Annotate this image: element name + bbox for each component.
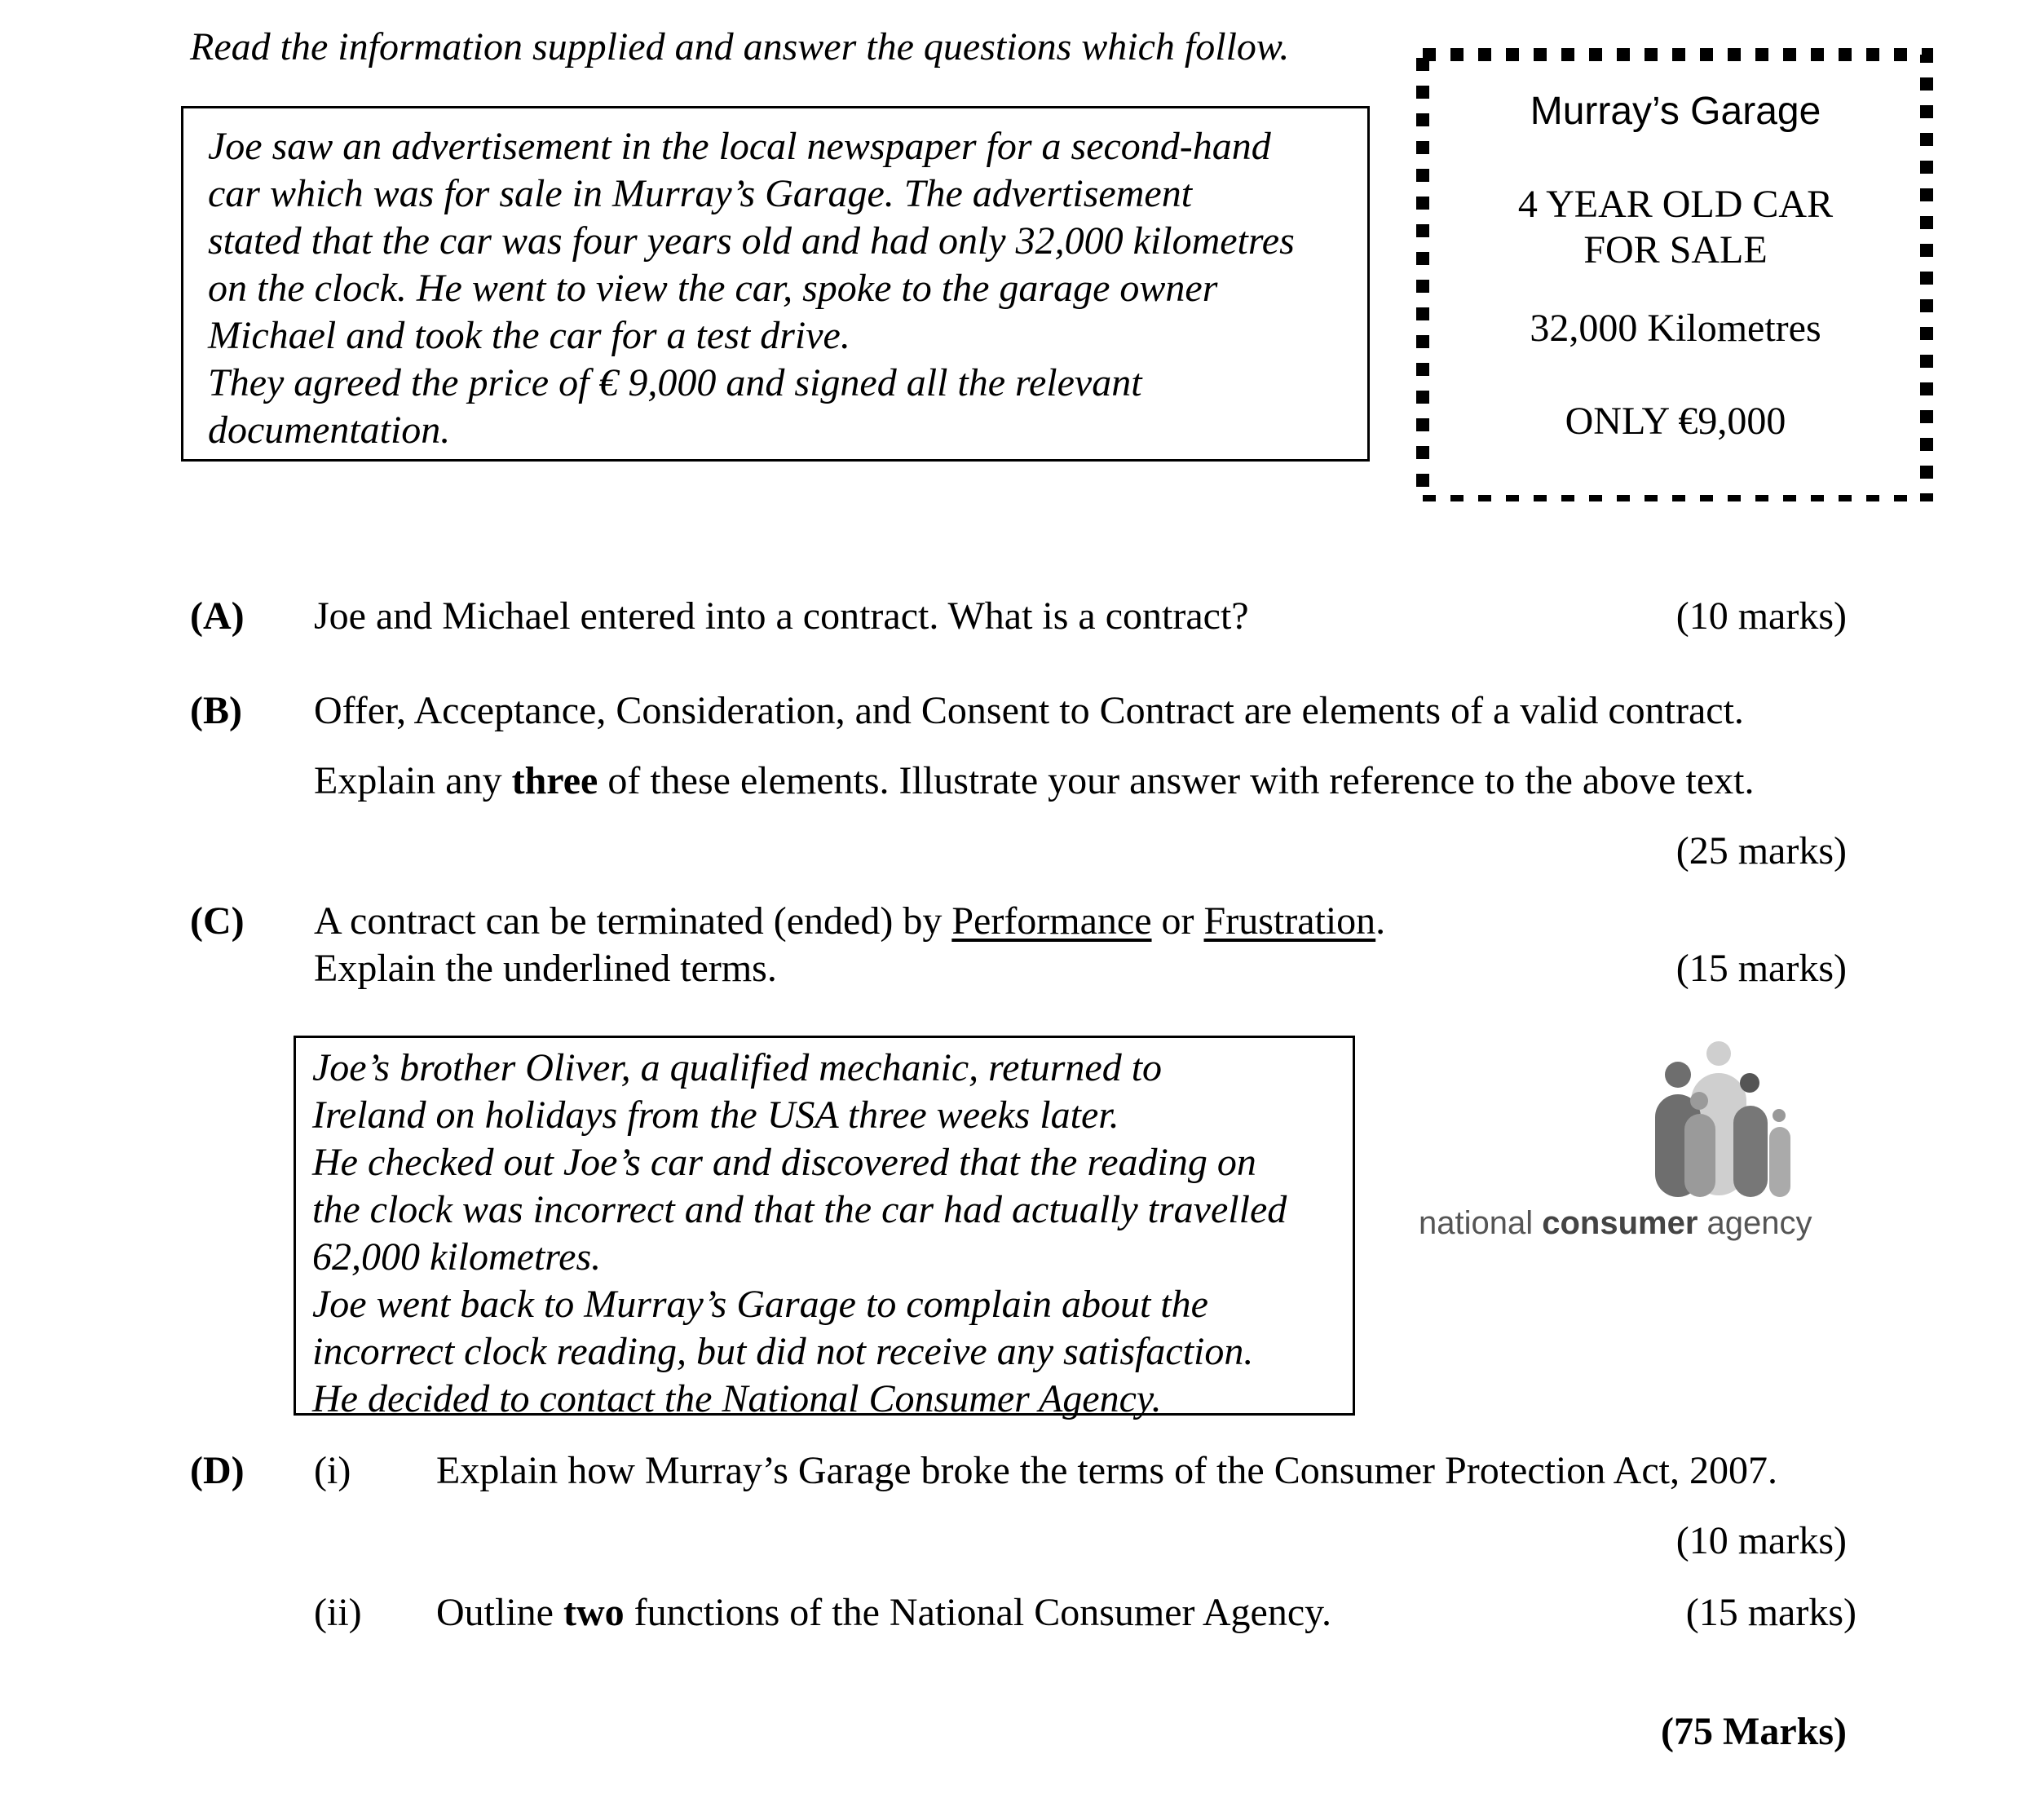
question-b-bold-three: three	[511, 759, 598, 802]
scenario2-line: 62,000 kilometres.	[312, 1235, 602, 1279]
question-d-ii-label: (ii)	[314, 1591, 362, 1634]
question-b-text-2	[314, 758, 1754, 803]
scenario-box-1	[181, 106, 1370, 462]
question-a-marks: (10 marks)	[1675, 594, 1847, 638]
question-d-label: (D)	[190, 1449, 245, 1492]
logo-wordmark	[1419, 1205, 1812, 1242]
advert-headline-2: FOR SALE	[1583, 228, 1768, 272]
question-c-end: .	[1375, 899, 1386, 943]
question-d-ii-marks: (15 marks)	[1685, 1591, 1856, 1634]
question-c-mid: or	[1151, 899, 1204, 943]
advert-headline: 4 YEAR OLD CAR	[1517, 183, 1834, 226]
question-b-text-2-post: of these elements. Illustrate your answer with reference to the above text.	[598, 759, 1755, 802]
advert-title: Murray’s Garage	[1530, 90, 1821, 133]
question-c-text-2: Explain the underlined terms.	[314, 947, 777, 990]
question-d-i-marks: (10 marks)	[1675, 1519, 1847, 1562]
scenario1-line: documentation.	[208, 409, 451, 452]
scenario1-line: stated that the car was four years old and had only 32,000 kilometres	[208, 219, 1295, 263]
question-d-i-label: (i)	[314, 1449, 351, 1492]
question-a-label: (A)	[190, 594, 245, 638]
question-d-ii-post: functions of the National Consumer Agency.	[624, 1591, 1332, 1634]
question-d-i-text: Explain how Murray’s Garage broke the terms of the Consumer Protection Act, 2007.	[436, 1449, 1777, 1492]
question-c-text-1	[314, 899, 1385, 943]
question-c-pre: A contract can be terminated (ended) by	[314, 899, 952, 943]
question-b-marks: (25 marks)	[1675, 829, 1847, 872]
scenario1-line: on the clock. He went to view the car, spoke to the garage owner	[208, 267, 1218, 310]
scenario2-line: incorrect clock reading, but did not receive any satisfaction.	[312, 1330, 1254, 1373]
scenario2-line: the clock was incorrect and that the car had actually travelled	[312, 1188, 1287, 1231]
logo-word-national: national	[1419, 1205, 1534, 1241]
question-b-text-2-pre: Explain any	[314, 759, 512, 802]
scenario1-line: Michael and took the car for a test drive.	[208, 314, 850, 357]
garage-advertisement	[1415, 45, 1936, 501]
scenario2-line: He decided to contact the National Consumer Agency.	[312, 1377, 1162, 1420]
instructions: Read the information supplied and answer the questions which follow.	[190, 25, 1290, 68]
question-c-label: (C)	[190, 899, 245, 943]
question-c-marks: (15 marks)	[1675, 947, 1847, 990]
question-b-text-1: Offer, Acceptance, Consideration, and Consent to Contract are elements of a valid contract.	[314, 689, 1744, 732]
scenario2-line: Joe’s brother Oliver, a qualified mechanic, returned to	[312, 1046, 1163, 1089]
national-consumer-agency-logo	[1419, 1036, 1826, 1256]
people-figures-icon	[1419, 1036, 1826, 1199]
scenario1-line: car which was for sale in Murray’s Garage. The advertisement	[208, 172, 1193, 215]
term-frustration: Frustration	[1203, 899, 1376, 943]
question-d-ii-text	[436, 1590, 1331, 1635]
scenario-box-2	[294, 1036, 1355, 1420]
logo-word-consumer: consumer	[1542, 1205, 1698, 1241]
logo-word-agency: agency	[1706, 1205, 1812, 1241]
question-d-ii-pre: Outline	[436, 1591, 563, 1634]
question-d-ii-bold-two: two	[563, 1591, 625, 1634]
scenario2-line: Ireland on holidays from the USA three weeks later.	[312, 1093, 1119, 1137]
scenario1-line: Joe saw an advertisement in the local newspaper for a second-hand	[208, 125, 1271, 168]
scenario2-line: He checked out Joe’s car and discovered that the reading on	[312, 1141, 1256, 1184]
scenario1-line: They agreed the price of € 9,000 and signed all the relevant	[208, 361, 1142, 404]
question-a-text: Joe and Michael entered into a contract. What is a contract?	[314, 594, 1249, 638]
advert-mileage: 32,000 Kilometres	[1530, 307, 1821, 350]
term-performance: Performance	[951, 899, 1152, 943]
question-b-label: (B)	[190, 689, 242, 732]
scenario2-line: Joe went back to Murray’s Garage to complain about the	[312, 1283, 1208, 1326]
advert-price: ONLY €9,000	[1565, 400, 1786, 443]
total-marks: (75 Marks)	[1661, 1710, 1847, 1753]
